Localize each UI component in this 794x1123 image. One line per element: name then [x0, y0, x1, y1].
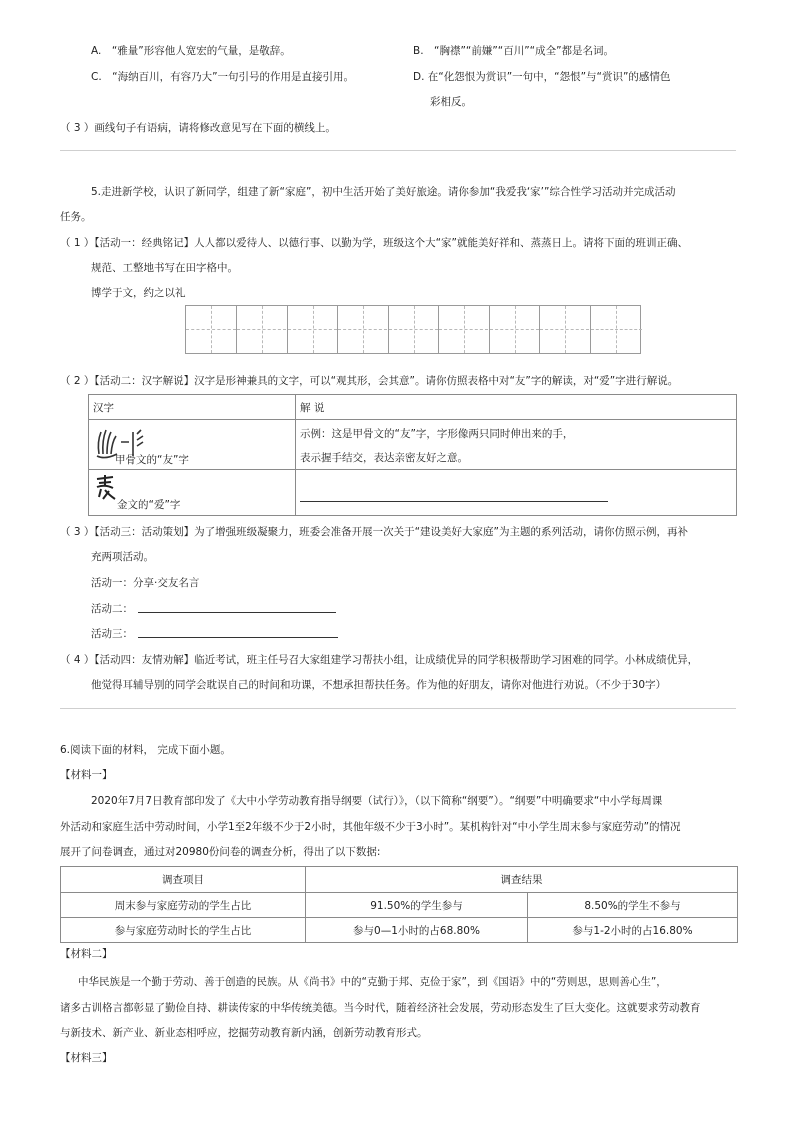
- grid-cell[interactable]: [438, 306, 488, 353]
- you-explain-line1: 示例：这是甲骨文的“友”字，字形像两只同时伸出来的手，: [300, 428, 574, 440]
- activity-3-label: 活动三：: [91, 628, 133, 640]
- survey-cell: 参与1-2小时的占16.80%: [528, 918, 738, 943]
- q5-sub2: （ 2 ）【活动二：汉字解说】汉字是形神兼具的文字，可以“观其形，会其意”。请你仿照表格中对“友”字的解读，对“爱”字进行解说。: [60, 375, 679, 387]
- survey-cell: 参与家庭劳动时长的学生占比: [61, 918, 306, 943]
- grid-cell[interactable]: [287, 306, 337, 353]
- grid-cell[interactable]: [186, 306, 236, 353]
- option-d-line1: D. 在“化怨恨为赏识”一句中，“怨恨”与“赏识”的感情色: [413, 71, 671, 83]
- divider: [60, 150, 736, 151]
- table-header-char: 汉字: [89, 395, 296, 420]
- you-char-cell: [89, 420, 296, 470]
- ai-char-label: 金文的“爱”字: [117, 499, 181, 511]
- material-1-line1: 2020年7月7日教育部印发了《大中小学劳动教育指导纲要（试行）》，（以下简称“纲要”）。“纲要”中明确要求“中小学每周课: [91, 795, 663, 807]
- material-1-line3: 展开了问卷调查，通过对20980份问卷的调查分析，得出了以下数据:: [60, 846, 381, 858]
- material-2-line1: 中华民族是一个勤于劳动、善于创造的民族。从《尚书》中的“克勤于邦、克俭于家”，到《国语》中的“劳则思，思则善心生”，: [78, 976, 667, 988]
- activity-1: 活动一：分享·交友名言: [91, 577, 200, 589]
- tianzige-grid[interactable]: [185, 305, 641, 354]
- survey-cell: 91.50%的学生参与: [306, 893, 528, 918]
- character-table: [88, 394, 737, 516]
- survey-cell: 周末参与家庭劳动的学生占比: [61, 893, 306, 918]
- material-1-line2: 外活动和家庭生活中劳动时间，小学1至2年级不少于2小时，其他年级不少于3小时”。某机构针对“中小学生周末参与家庭劳动”的情况: [60, 821, 681, 833]
- question-4-sub3: （ 3 ）画线句子有语病，请将修改意见写在下面的横线上。: [60, 122, 336, 134]
- survey-table: [60, 866, 738, 943]
- ai-answer-line[interactable]: [300, 501, 608, 502]
- grid-cell[interactable]: [388, 306, 438, 353]
- material-1-title: 【材料一】: [60, 769, 113, 781]
- survey-cell: 8.50%的学生不参与: [528, 893, 738, 918]
- you-explain-cell: [296, 420, 737, 470]
- q5-sub4-line1: （ 4 ）【活动四：友情劝解】临近考试，班主任号召大家组建学习帮扶小组，让成绩优异的同学积极帮助学习困难的同学。小林成绩优异，: [60, 654, 699, 666]
- survey-header-result: 调查结果: [306, 867, 738, 893]
- activity-3-answer-line[interactable]: [138, 637, 338, 638]
- activity-2-answer-line[interactable]: [138, 612, 336, 613]
- option-a: A. “雅量”形容他人宽宏的气量，是敬辞。: [91, 45, 291, 57]
- q5-intro-line1: 5.走进新学校，认识了新同学，组建了新“家庭”，初中生活开始了美好旅途。请你参加“我爱我‘家’”综合性学习活动并完成活动: [91, 186, 676, 198]
- grid-cell[interactable]: [489, 306, 539, 353]
- survey-cell: 参与0—1小时的占68.80%: [306, 918, 528, 943]
- bronze-ai-glyph-icon: [93, 473, 119, 501]
- grid-cell[interactable]: [590, 306, 642, 353]
- option-b: B. “胸襟”“前嫌”“百川”“成全”都是名词。: [413, 45, 615, 57]
- material-3-title: 【材料三】: [60, 1052, 113, 1064]
- q5-sub1-line2: 规范、工整地书写在田字格中。: [91, 262, 238, 274]
- grid-cell[interactable]: [337, 306, 387, 353]
- q5-sub4-line2: 他觉得耳辅导别的同学会耽误自己的时间和功课，不想承担帮扶任务。作为他的好朋友，请你对他进行劝说。（不少于30字）: [91, 679, 667, 691]
- material-2-line2: 诸多古训格言都彰显了勤俭自持、耕读传家的中华传统美德。当今时代，随着经济社会发展，劳动形态发生了巨大变化。这就要求劳动教育: [60, 1002, 701, 1014]
- divider: [60, 708, 736, 709]
- q5-sub3-line2: 充两项活动。: [91, 551, 154, 563]
- survey-header-item: 调查项目: [61, 867, 306, 893]
- option-c: C. “海纳百川，有容乃大”一句引号的作用是直接引用。: [91, 71, 355, 83]
- class-motto: 博学于文，约之以礼: [91, 287, 186, 299]
- grid-cell[interactable]: [236, 306, 286, 353]
- q5-sub1-line1: （ 1 ）【活动一：经典铭记】人人都以爱待人、以德行事、以勤为学，班级这个大“家”就能美好祥和、蒸蒸日上。请将下面的班训正确、: [60, 237, 688, 249]
- you-explain-line2: 表示握手结交，表达亲密友好之意。: [300, 452, 468, 464]
- material-2-line3: 与新技术、新产业、新业态相呼应，挖掘劳动教育新内涵，创新劳动教育形式。: [60, 1027, 428, 1039]
- q5-sub3-line1: （ 3 ）【活动三：活动策划】为了增强班级凝聚力，班委会准备开展一次关于“建设美好大家庭”为主题的系列活动，请你仿照示例，再补: [60, 526, 688, 538]
- q6-intro: 6.阅读下面的材料， 完成下面小题。: [60, 744, 231, 756]
- activity-2-label: 活动二：: [91, 603, 133, 615]
- you-char-label: 甲骨文的“友”字: [115, 454, 189, 466]
- table-header-explain: 解 说: [296, 395, 737, 420]
- option-d-line2: 彩相反。: [430, 96, 472, 108]
- grid-cell[interactable]: [539, 306, 589, 353]
- q5-intro-line2: 任务。: [60, 211, 92, 223]
- material-2-title: 【材料二】: [60, 948, 113, 960]
- ai-char-cell: [89, 470, 296, 516]
- ai-answer-cell[interactable]: [296, 470, 737, 516]
